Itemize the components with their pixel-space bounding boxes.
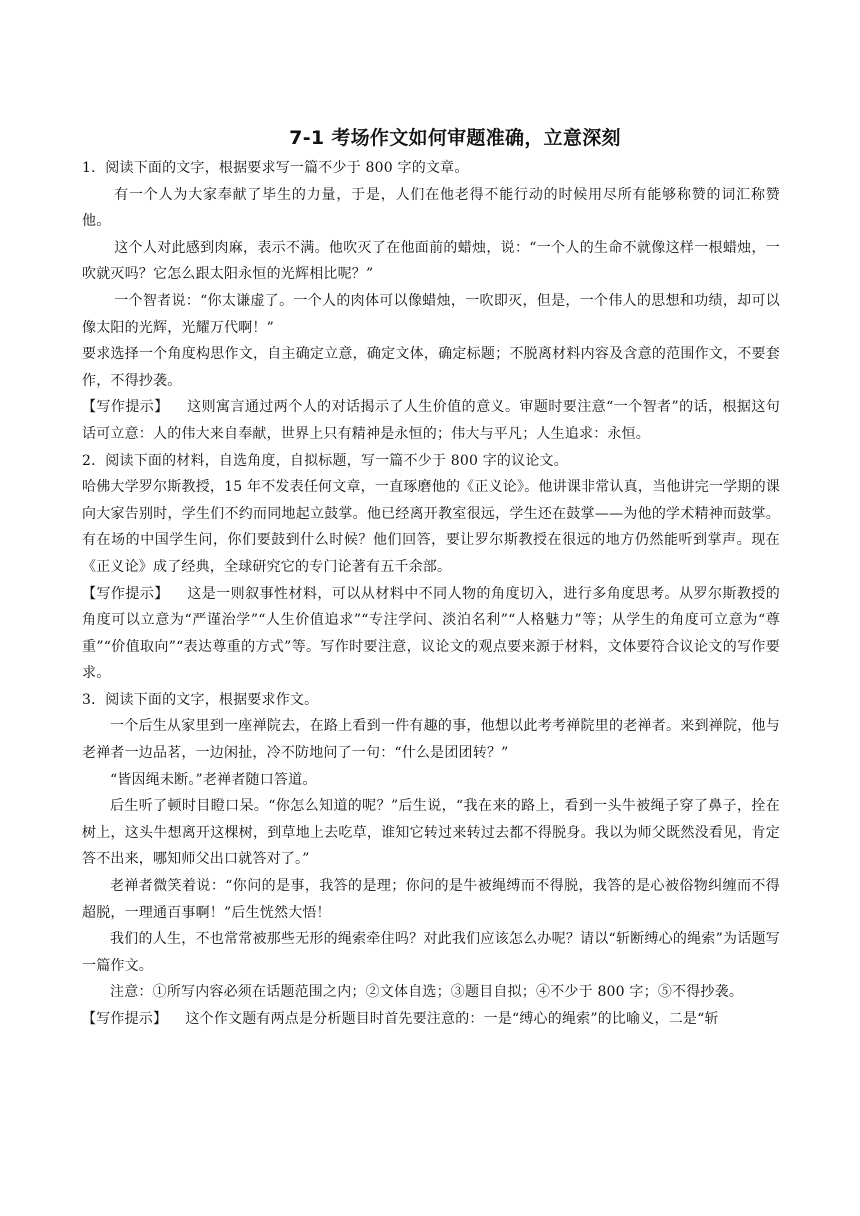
q3-hint	[82, 1006, 780, 1033]
q2-material: 哈佛大学罗尔斯教授，15 年不发表任何文章，一直琢磨他的《正义论》。他讲课非常认真，当他讲完一学期的课向大家告别时，学生们不约而同地起立鼓掌。他已经离开教室很远，学生还在鼓掌——为他的学术精神而鼓掌。有在场的中国学生问，你们要鼓到什么时候？他们回答，要让罗尔斯教授在很远的地方仍然能听到掌声。现在《正义论》成了经典，全球研究它的专门论著有五千余部。	[82, 479, 780, 575]
q2-prompt: 2．阅读下面的材料，自选角度，自拟标题，写一篇不少于 800 字的议论文。	[82, 452, 568, 469]
q2-hint	[82, 581, 780, 687]
q3-note: 注意：①所写内容必须在话题范围之内；②文体自选；③题目自拟；④不少于 800 字；⑤不得抄袭。	[110, 984, 744, 1001]
q3-para-4: 老禅者微笑着说：“你问的是事，我答的是理；你问的是牛被绳缚而不得脱，我答的是心被俗物纠缠而不得超脱，一理通百事啊！”后生恍然大悟！	[82, 878, 780, 921]
q2-hint-label: 【写作提示】	[82, 585, 169, 602]
q3-para-3: 后生听了顿时目瞪口呆。“你怎么知道的呢？”后生说，“我在来的路上，看到一头牛被绳子穿了鼻子，拴在树上，这头牛想离开这棵树，到草地上去吃草，谁知它转过来转过去都不得脱身。我以为师父既然没看见，肯定答不出来，哪知师父出口就答对了。”	[82, 798, 780, 868]
q3-para-5: 我们的人生，不也常常被那些无形的绳索牵住吗？对此我们应该怎么办呢？请以“斩断缚心的绳索”为话题写一篇作文。	[82, 931, 780, 974]
q1-hint	[82, 394, 780, 447]
q1-prompt: 1．阅读下面的文字，根据要求写一篇不少于 800 字的文章。	[82, 160, 469, 176]
q1-hint-text: 这则寓言通过两个人的对话揭示了人生价值的意义。审题时要注意“一个智者”的话，根据这句话可立意：人的伟大来自奉献，世界上只有精神是永恒的；伟大与平凡；人生追求：永恒。	[82, 399, 780, 442]
q3-hint-text: 这个作文题有两点是分析题目时首先要注意的：一是“缚心的绳索”的比喻义，二是“斩	[185, 1011, 719, 1027]
q3-hint-label: 【写作提示】	[82, 1011, 168, 1027]
q3-para-2: “皆因绳未断。”老禅者随口答道。	[110, 771, 317, 788]
q1-para-1: 有一个人为大家奉献了毕生的力量，于是，人们在他老得不能行动的时候用尽所有能够称赞的词汇称赞他。	[82, 186, 780, 230]
page-title: 7-1 考场作文如何审题准确，立意深刻	[289, 127, 621, 149]
q1-hint-label: 【写作提示】	[82, 399, 169, 416]
q3-para-1: 一个后生从家里到一座禅院去，在路上看到一件有趣的事，他想以此考考禅院里的老禅者。来到禅院，他与老禅者一边品茗，一边闲扯，冷不防地问了一句：“什么是团团转？”	[82, 718, 780, 762]
q3-prompt: 3．阅读下面的文字，根据要求作文。	[82, 691, 319, 708]
q2-hint-text: 这是一则叙事性材料，可以从材料中不同人物的角度切入，进行多角度思考。从罗尔斯教授的角度可以立意为“严谨治学”“人生价值追求”“专注学问、淡泊名利”“人格魅力”等；从学生的角度可立意为“尊重”“价值取向”“表达尊重的方式”等。写作时要注意，议论文的观点要来源于材料，文体要符合议论文的写作要求。	[82, 585, 781, 682]
q1-requirement: 要求选择一个角度构思作文，自主确定立意，确定文体，确定标题；不脱离材料内容及含意的范围作文，不要套作，不得抄袭。	[82, 346, 780, 389]
q1-para-3: 一个智者说：“你太谦虚了。一个人的肉体可以像蜡烛，一吹即灭，但是，一个伟人的思想和功绩，却可以像太阳的光辉，光耀万代啊！”	[82, 292, 780, 336]
q1-para-2: 这个人对此感到肉麻，表示不满。他吹灭了在他面前的蜡烛，说：“一个人的生命不就像这样一根蜡烛，一吹就灭吗？它怎么跟太阳永恒的光辉相比呢？”	[82, 239, 780, 283]
